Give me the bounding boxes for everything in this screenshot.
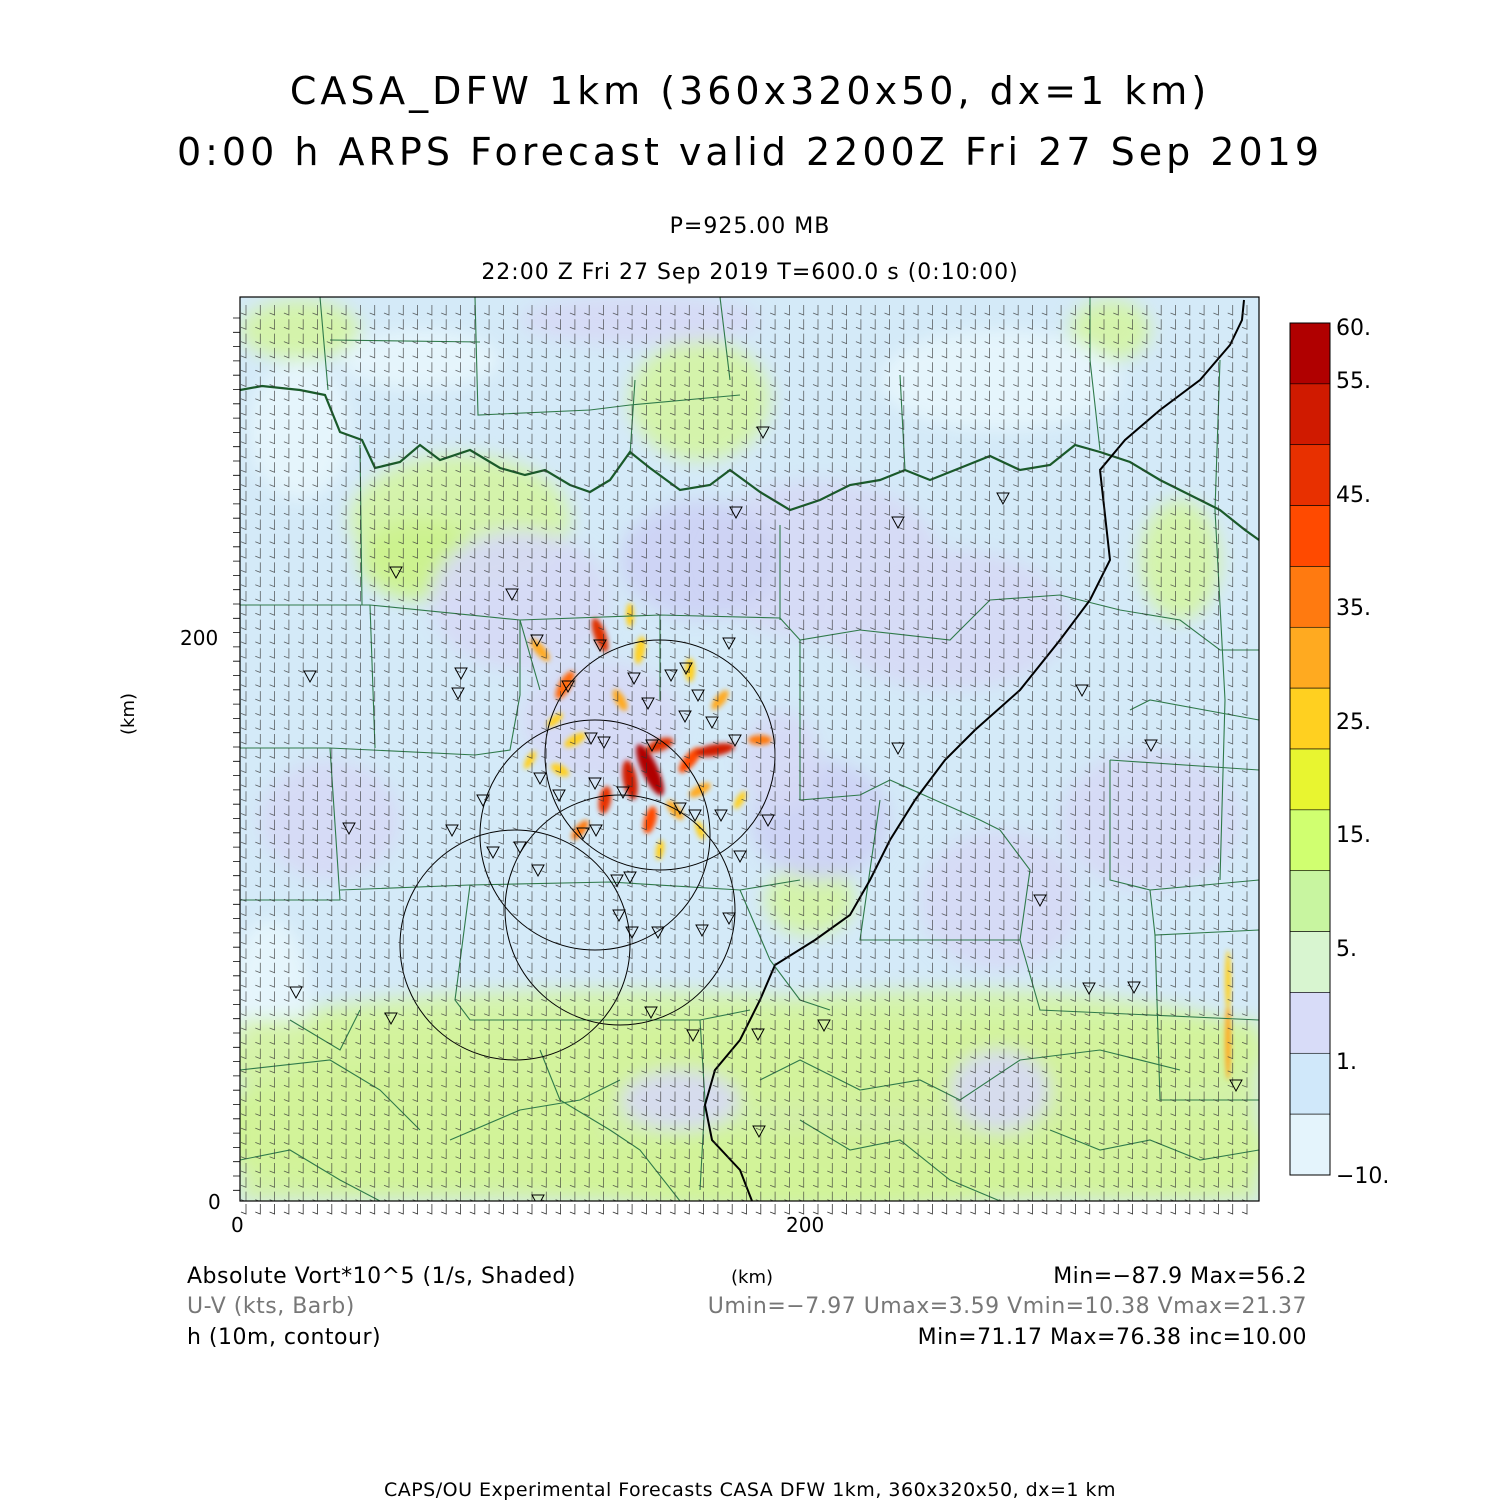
colorbar-swatch bbox=[1290, 445, 1330, 506]
colorbar-swatch bbox=[1290, 992, 1330, 1053]
field-label-wind: U-V (kts, Barb) bbox=[187, 1294, 355, 1319]
stats-vorticity: Min=−87.9 Max=56.2 bbox=[1053, 1264, 1307, 1289]
colorbar-swatch bbox=[1290, 323, 1330, 384]
colorbar-label-35: 35. bbox=[1336, 596, 1371, 621]
title-line-1: CASA_DFW 1km (360x320x50, dx=1 km) bbox=[289, 69, 1211, 113]
colorbar-swatch bbox=[1290, 566, 1330, 627]
x-tick-200: 200 bbox=[786, 1213, 825, 1237]
title-line-2: 0:00 h ARPS Forecast valid 2200Z Fri 27 Sep 2019 bbox=[176, 130, 1324, 174]
colorbar-label-5: 5. bbox=[1336, 937, 1357, 962]
x-tick-0: 0 bbox=[231, 1213, 244, 1237]
field-label-height: h (10m, contour) bbox=[187, 1325, 382, 1350]
colorbar-swatch bbox=[1290, 749, 1330, 810]
y-tick-200: 200 bbox=[180, 626, 219, 650]
x-axis-label: (km) bbox=[731, 1267, 774, 1288]
colorbar-label-60: 60. bbox=[1336, 316, 1371, 341]
stats-wind: Umin=−7.97 Umax=3.59 Vmin=10.38 Vmax=21.37 bbox=[707, 1294, 1307, 1319]
colorbar-swatch bbox=[1290, 1114, 1330, 1175]
field-label-vorticity: Absolute Vort*10^5 (1/s, Shaded) bbox=[187, 1264, 576, 1289]
colorbar-swatch bbox=[1290, 627, 1330, 688]
colorbar-label-neg10: −10. bbox=[1336, 1164, 1390, 1189]
colorbar-swatch bbox=[1290, 932, 1330, 993]
valid-time-label: 22:00 Z Fri 27 Sep 2019 T=600.0 s (0:10:00) bbox=[481, 260, 1019, 285]
colorbar-swatch bbox=[1290, 506, 1330, 567]
colorbar-label-55: 55. bbox=[1336, 369, 1371, 394]
colorbar-label-15: 15. bbox=[1336, 823, 1371, 848]
colorbar-label-1: 1. bbox=[1336, 1050, 1357, 1075]
stats-height: Min=71.17 Max=76.38 inc=10.00 bbox=[917, 1325, 1307, 1350]
colorbar-swatch bbox=[1290, 810, 1330, 871]
colorbar-label-25: 25. bbox=[1336, 710, 1371, 735]
colorbar-swatch bbox=[1290, 688, 1330, 749]
pressure-level-label: P=925.00 MB bbox=[669, 214, 831, 239]
colorbar-swatch bbox=[1290, 1053, 1330, 1114]
y-tick-0: 0 bbox=[208, 1190, 221, 1214]
colorbar-swatch bbox=[1290, 384, 1330, 445]
y-axis-label: (km) bbox=[118, 692, 139, 735]
footer-credit: CAPS/OU Experimental Forecasts CASA DFW 1km, 360x320x50, dx=1 km bbox=[383, 1479, 1117, 1501]
colorbar-label-45: 45. bbox=[1336, 483, 1371, 508]
colorbar-swatch bbox=[1290, 871, 1330, 932]
